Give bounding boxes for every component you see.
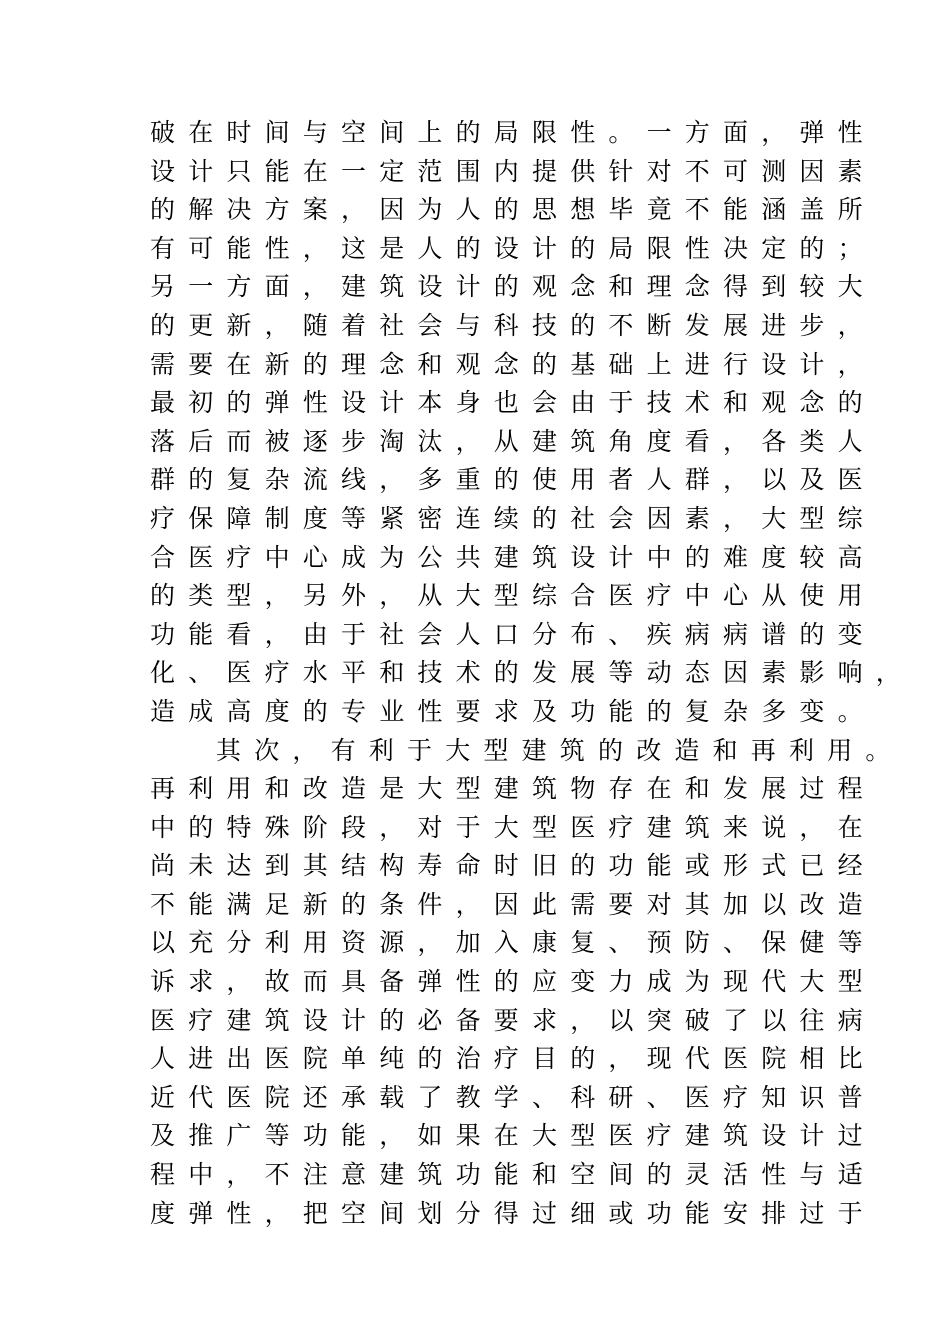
text-line: 合医疗中心成为公共建筑设计中的难度较高 [150, 542, 876, 572]
text-line: 功能看，由于社会人口分布、疾病病谱的变 [150, 619, 876, 649]
text-line: 人进出医院单纯的治疗目的，现代医院相比 [150, 1044, 876, 1074]
text-line: 的解决方案，因为人的思想毕竟不能涵盖所 [150, 195, 876, 225]
text-line: 疗保障制度等紧密连续的社会因素，大型综 [150, 503, 876, 533]
text-line: 的更新，随着社会与科技的不断发展进步， [150, 310, 876, 340]
text-line: 的类型，另外，从大型综合医疗中心从使用 [150, 581, 876, 611]
text-line: 以充分利用资源，加入康复、预防、保健等 [150, 928, 876, 958]
text-line: 造成高度的专业性要求及功能的复杂多变。 [150, 696, 876, 726]
text-line: 及推广等功能，如果在大型医疗建筑设计过 [150, 1121, 876, 1151]
text-line: 尚未达到其结构寿命时旧的功能或形式已经 [150, 851, 876, 881]
text-line: 再利用和改造是大型建筑物存在和发展过程 [150, 774, 876, 804]
text-line: 另一方面，建筑设计的观念和理念得到较大 [150, 272, 876, 302]
text-line: 其次，有利于大型建筑的改造和再利用。 [216, 735, 904, 765]
text-line: 诉求，故而具备弹性的应变力成为现代大型 [150, 967, 876, 997]
text-line: 不能满足新的条件，因此需要对其加以改造 [150, 889, 876, 919]
text-line: 最初的弹性设计本身也会由于技术和观念的 [150, 388, 876, 418]
text-line: 度弹性，把空间划分得过细或功能安排过于 [150, 1198, 876, 1228]
text-line: 落后而被逐步淘汰，从建筑角度看，各类人 [150, 426, 876, 456]
text-line: 群的复杂流线，多重的使用者人群，以及医 [150, 465, 876, 495]
text-line: 程中，不注意建筑功能和空间的灵活性与适 [150, 1160, 876, 1190]
text-line: 医疗建筑设计的必备要求，以突破了以往病 [150, 1005, 876, 1035]
text-line: 有可能性，这是人的设计的局限性决定的； [150, 233, 876, 263]
text-line: 中的特殊阶段，对于大型医疗建筑来说，在 [150, 812, 876, 842]
body-text [150, 114, 915, 1233]
text-line: 破在时间与空间上的局限性。一方面，弹性 [150, 118, 876, 147]
text-line: 化、医疗水平和技术的发展等动态因素影响， [150, 658, 915, 688]
text-line: 需要在新的理念和观念的基础上进行设计， [150, 349, 876, 379]
text-line: 近代医院还承载了教学、科研、医疗知识普 [150, 1082, 876, 1112]
text-line: 设计只能在一定范围内提供针对不可测因素 [150, 156, 876, 186]
